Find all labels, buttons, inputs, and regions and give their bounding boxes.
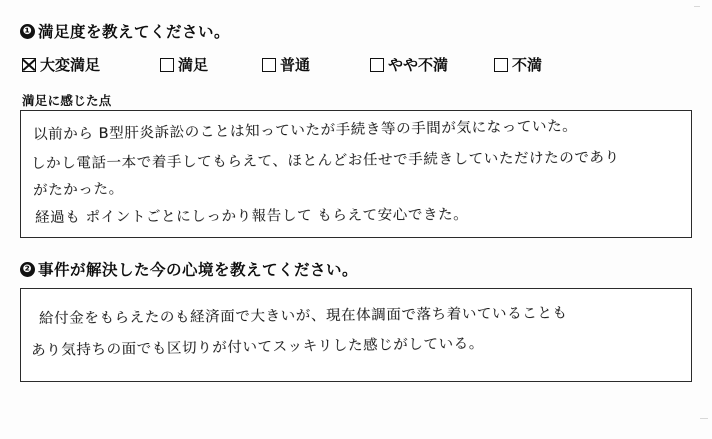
- question-2-answer-box[interactable]: [20, 288, 692, 382]
- choice-very-satisfied[interactable]: [22, 54, 100, 75]
- question-1-answer-box[interactable]: [20, 110, 692, 238]
- checkbox-satisfied[interactable]: [160, 58, 174, 72]
- checkbox-somewhat-dissatisfied[interactable]: [370, 58, 384, 72]
- edge-speck: [700, 418, 708, 419]
- question-2-number: ❷: [20, 262, 35, 277]
- satisfaction-choice-row: [22, 52, 690, 76]
- q1-answer-line-2: しかし電話一本で着手してもらえて、ほとんどお任せで手続きしていただけたのであり: [30, 149, 620, 172]
- choice-neutral[interactable]: [262, 54, 310, 75]
- checkbox-very-satisfied[interactable]: [22, 58, 36, 72]
- question-2-text: 事件が解決した今の心境を教えてください。: [38, 261, 359, 279]
- choice-satisfied[interactable]: [160, 54, 208, 75]
- question-1-sub-label: 満足に感じた点: [22, 93, 112, 108]
- q1-answer-line-4: 経過も ポイントごとにしっかり報告して もらえて安心できた。: [34, 206, 469, 226]
- choice-dissatisfied[interactable]: [494, 54, 542, 75]
- question-1-text: 満足度を教えてください。: [38, 23, 231, 41]
- question-2-heading: [20, 258, 358, 280]
- choice-neutral-label: 普通: [280, 56, 311, 74]
- checkbox-dissatisfied[interactable]: [494, 58, 508, 72]
- edge-speck: [694, 6, 700, 7]
- question-1-heading: [20, 20, 230, 42]
- choice-very-satisfied-label: 大変満足: [40, 56, 101, 74]
- q1-answer-line-1: 以前から B型肝炎訴訟のことは知っていたが手続き等の手間が気になっていた。: [32, 118, 578, 143]
- q2-answer-line-2: あり気持ちの面でも区切りが付いてスッキリした感じがしている。: [30, 335, 484, 359]
- q2-answer-line-1: 給付金をもらえたのも経済面で大きいが、現在体調面で落ち着いていることも: [38, 305, 568, 327]
- choice-dissatisfied-label: 不満: [512, 56, 543, 74]
- choice-somewhat-dissatisfied[interactable]: [370, 54, 448, 75]
- q1-answer-line-3: がたかった。: [32, 181, 124, 199]
- choice-somewhat-dissatisfied-label: やや不満: [388, 56, 449, 74]
- choice-satisfied-label: 満足: [178, 56, 209, 74]
- checkbox-neutral[interactable]: [262, 58, 276, 72]
- question-1-number: ❶: [20, 24, 35, 39]
